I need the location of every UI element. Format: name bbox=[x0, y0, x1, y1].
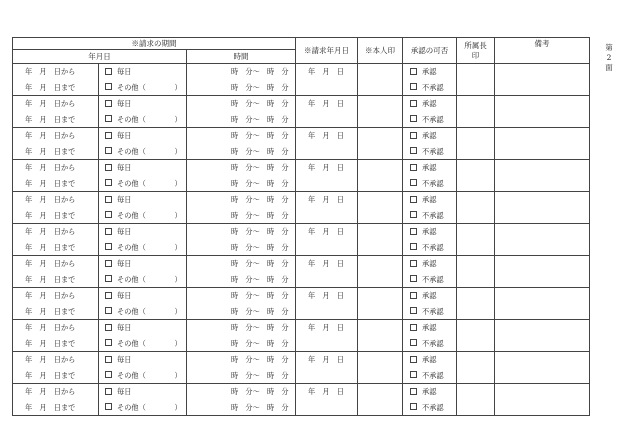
table-row bbox=[13, 128, 590, 160]
time-range-2[interactable]: 時 分～ 時 分 bbox=[231, 306, 289, 316]
other-label: その他（ ） bbox=[117, 146, 182, 156]
date-to[interactable]: 年 月 日まで bbox=[25, 242, 76, 252]
daily-checkbox[interactable] bbox=[105, 68, 112, 75]
time-range-1[interactable]: 時 分～ 時 分 bbox=[231, 355, 289, 364]
not-approved-checkbox[interactable] bbox=[410, 211, 417, 218]
chief-seal-cell[interactable] bbox=[457, 192, 495, 224]
approval-header: 承認の可否 bbox=[403, 38, 457, 64]
approved-label: 承認 bbox=[422, 323, 437, 332]
daily-checkbox[interactable] bbox=[105, 132, 112, 139]
not-approved-checkbox[interactable] bbox=[410, 307, 417, 314]
other-label: その他（ ） bbox=[117, 338, 182, 348]
time-range-1[interactable]: 時 分～ 時 分 bbox=[231, 131, 289, 140]
not-approved-checkbox[interactable] bbox=[410, 339, 417, 346]
seal-cell[interactable] bbox=[358, 192, 403, 224]
request-date-field[interactable]: 年 月 日 bbox=[308, 323, 344, 332]
not-approved-label: 不承認 bbox=[422, 242, 444, 252]
not-approved-label: 不承認 bbox=[422, 370, 444, 380]
remarks-header: 備考 bbox=[495, 38, 590, 64]
chief-seal-cell[interactable] bbox=[457, 288, 495, 320]
not-approved-checkbox[interactable] bbox=[410, 115, 417, 122]
remarks-cell[interactable] bbox=[495, 96, 590, 128]
time-range-2[interactable]: 時 分～ 時 分 bbox=[231, 274, 289, 284]
daily-checkbox[interactable] bbox=[105, 324, 112, 331]
table-row bbox=[13, 352, 590, 384]
approved-checkbox[interactable] bbox=[410, 228, 417, 235]
date-to[interactable]: 年 月 日まで bbox=[25, 402, 76, 412]
chief-seal-cell[interactable] bbox=[457, 256, 495, 288]
table-row bbox=[13, 288, 590, 320]
approved-checkbox[interactable] bbox=[410, 68, 417, 75]
other-checkbox[interactable] bbox=[105, 211, 112, 218]
remarks-cell[interactable] bbox=[495, 352, 590, 384]
daily-label: 毎日 bbox=[117, 323, 132, 332]
date-to[interactable]: 年 月 日まで bbox=[25, 338, 76, 348]
time-range-1[interactable]: 時 分～ 時 分 bbox=[231, 163, 289, 172]
time-range-2[interactable]: 時 分～ 時 分 bbox=[231, 338, 289, 348]
request-date-field[interactable]: 年 月 日 bbox=[308, 131, 344, 140]
request-date-field[interactable]: 年 月 日 bbox=[308, 163, 344, 172]
remarks-cell[interactable] bbox=[495, 64, 590, 96]
chief-seal-cell[interactable] bbox=[457, 384, 495, 416]
approved-label: 承認 bbox=[422, 131, 437, 140]
approved-checkbox[interactable] bbox=[410, 388, 417, 395]
other-checkbox[interactable] bbox=[105, 83, 112, 90]
chief-seal-cell[interactable] bbox=[457, 64, 495, 96]
other-checkbox[interactable] bbox=[105, 275, 112, 282]
remarks-cell[interactable] bbox=[495, 128, 590, 160]
request-table bbox=[12, 37, 590, 416]
other-label: その他（ ） bbox=[117, 370, 182, 380]
table-row bbox=[13, 256, 590, 288]
remarks-cell[interactable] bbox=[495, 288, 590, 320]
daily-label: 毎日 bbox=[117, 195, 132, 204]
remarks-cell[interactable] bbox=[495, 256, 590, 288]
daily-checkbox[interactable] bbox=[105, 388, 112, 395]
date-header: 年月日 bbox=[13, 50, 187, 64]
request-date-field[interactable]: 年 月 日 bbox=[308, 99, 344, 108]
other-checkbox[interactable] bbox=[105, 147, 112, 154]
not-approved-label: 不承認 bbox=[422, 82, 444, 92]
remarks-cell[interactable] bbox=[495, 224, 590, 256]
table-row bbox=[13, 64, 590, 96]
request-date-field[interactable]: 年 月 日 bbox=[308, 291, 344, 300]
daily-label: 毎日 bbox=[117, 227, 132, 236]
chief-seal-header: 所属長 印 bbox=[457, 38, 495, 64]
remarks-cell[interactable] bbox=[495, 160, 590, 192]
time-range-2[interactable]: 時 分～ 時 分 bbox=[231, 370, 289, 380]
date-to[interactable]: 年 月 日まで bbox=[25, 274, 76, 284]
table-row bbox=[13, 192, 590, 224]
not-approved-checkbox[interactable] bbox=[410, 243, 417, 250]
other-checkbox[interactable] bbox=[105, 115, 112, 122]
seal-cell[interactable] bbox=[358, 256, 403, 288]
approved-label: 承認 bbox=[422, 387, 437, 396]
approved-checkbox[interactable] bbox=[410, 196, 417, 203]
request-date-field[interactable]: 年 月 日 bbox=[308, 195, 344, 204]
table-row bbox=[13, 384, 590, 416]
time-range-2[interactable]: 時 分～ 時 分 bbox=[231, 82, 289, 92]
approved-checkbox[interactable] bbox=[410, 292, 417, 299]
approved-label: 承認 bbox=[422, 163, 437, 172]
time-range-2[interactable]: 時 分～ 時 分 bbox=[231, 242, 289, 252]
table-row bbox=[13, 320, 590, 352]
date-from[interactable]: 年 月 日から bbox=[25, 387, 76, 396]
time-range-1[interactable]: 時 分～ 時 分 bbox=[231, 195, 289, 204]
approved-label: 承認 bbox=[422, 195, 437, 204]
date-to[interactable]: 年 月 日まで bbox=[25, 82, 76, 92]
other-label: その他（ ） bbox=[117, 274, 182, 284]
request-date-field[interactable]: 年 月 日 bbox=[308, 67, 344, 76]
date-to[interactable]: 年 月 日まで bbox=[25, 210, 76, 220]
other-checkbox[interactable] bbox=[105, 243, 112, 250]
not-approved-label: 不承認 bbox=[422, 274, 444, 284]
time-range-1[interactable]: 時 分～ 時 分 bbox=[231, 67, 289, 76]
daily-label: 毎日 bbox=[117, 131, 132, 140]
not-approved-checkbox[interactable] bbox=[410, 83, 417, 90]
other-label: その他（ ） bbox=[117, 242, 182, 252]
seal-cell[interactable] bbox=[358, 128, 403, 160]
date-to[interactable]: 年 月 日まで bbox=[25, 114, 76, 124]
time-range-1[interactable]: 時 分～ 時 分 bbox=[231, 227, 289, 236]
chief-seal-cell[interactable] bbox=[457, 224, 495, 256]
approved-label: 承認 bbox=[422, 291, 437, 300]
not-approved-label: 不承認 bbox=[422, 338, 444, 348]
approved-label: 承認 bbox=[422, 227, 437, 236]
not-approved-label: 不承認 bbox=[422, 178, 444, 188]
not-approved-checkbox[interactable] bbox=[410, 403, 417, 410]
table-row bbox=[13, 160, 590, 192]
date-from[interactable]: 年 月 日から bbox=[25, 131, 76, 140]
daily-checkbox[interactable] bbox=[105, 356, 112, 363]
not-approved-label: 不承認 bbox=[422, 146, 444, 156]
daily-checkbox[interactable] bbox=[105, 100, 112, 107]
approved-checkbox[interactable] bbox=[410, 164, 417, 171]
other-label: その他（ ） bbox=[117, 210, 182, 220]
remarks-cell[interactable] bbox=[495, 320, 590, 352]
time-range-1[interactable]: 時 分～ 時 分 bbox=[231, 291, 289, 300]
table-row bbox=[13, 96, 590, 128]
chief-seal-cell[interactable] bbox=[457, 320, 495, 352]
not-approved-checkbox[interactable] bbox=[410, 179, 417, 186]
seal-cell[interactable] bbox=[358, 224, 403, 256]
daily-checkbox[interactable] bbox=[105, 292, 112, 299]
time-range-1[interactable]: 時 分～ 時 分 bbox=[231, 99, 289, 108]
other-label: その他（ ） bbox=[117, 82, 182, 92]
daily-checkbox[interactable] bbox=[105, 196, 112, 203]
daily-checkbox[interactable] bbox=[105, 260, 112, 267]
seal-cell[interactable] bbox=[358, 160, 403, 192]
other-label: その他（ ） bbox=[117, 178, 182, 188]
chief-seal-cell[interactable] bbox=[457, 160, 495, 192]
page-side-label: 第 2 面 bbox=[605, 43, 613, 72]
other-checkbox[interactable] bbox=[105, 179, 112, 186]
other-label: その他（ ） bbox=[117, 306, 182, 316]
other-checkbox[interactable] bbox=[105, 403, 112, 410]
other-checkbox[interactable] bbox=[105, 307, 112, 314]
remarks-cell[interactable] bbox=[495, 384, 590, 416]
daily-label: 毎日 bbox=[117, 387, 132, 396]
time-range-1[interactable]: 時 分～ 時 分 bbox=[231, 387, 289, 396]
date-from[interactable]: 年 月 日から bbox=[25, 259, 76, 268]
daily-checkbox[interactable] bbox=[105, 228, 112, 235]
time-range-2[interactable]: 時 分～ 時 分 bbox=[231, 114, 289, 124]
date-from[interactable]: 年 月 日から bbox=[25, 67, 76, 76]
not-approved-label: 不承認 bbox=[422, 210, 444, 220]
daily-checkbox[interactable] bbox=[105, 164, 112, 171]
period-header: ※請求の期間 bbox=[13, 38, 296, 50]
request-date-header: ※請求年月日 bbox=[296, 38, 358, 64]
date-from[interactable]: 年 月 日から bbox=[25, 163, 76, 172]
date-from[interactable]: 年 月 日から bbox=[25, 291, 76, 300]
not-approved-checkbox[interactable] bbox=[410, 147, 417, 154]
not-approved-label: 不承認 bbox=[422, 114, 444, 124]
approved-label: 承認 bbox=[422, 67, 437, 76]
date-from[interactable]: 年 月 日から bbox=[25, 355, 76, 364]
table-row bbox=[13, 224, 590, 256]
date-from[interactable]: 年 月 日から bbox=[25, 227, 76, 236]
approved-checkbox[interactable] bbox=[410, 132, 417, 139]
approved-checkbox[interactable] bbox=[410, 100, 417, 107]
request-date-field[interactable]: 年 月 日 bbox=[308, 227, 344, 236]
date-to[interactable]: 年 月 日まで bbox=[25, 370, 76, 380]
approved-label: 承認 bbox=[422, 259, 437, 268]
seal-cell[interactable] bbox=[358, 352, 403, 384]
other-checkbox[interactable] bbox=[105, 339, 112, 346]
other-checkbox[interactable] bbox=[105, 371, 112, 378]
time-range-2[interactable]: 時 分～ 時 分 bbox=[231, 402, 289, 412]
daily-label: 毎日 bbox=[117, 99, 132, 108]
date-from[interactable]: 年 月 日から bbox=[25, 99, 76, 108]
daily-label: 毎日 bbox=[117, 163, 132, 172]
remarks-cell[interactable] bbox=[495, 192, 590, 224]
not-approved-label: 不承認 bbox=[422, 402, 444, 412]
request-date-field[interactable]: 年 月 日 bbox=[308, 259, 344, 268]
approved-label: 承認 bbox=[422, 355, 437, 364]
seal-cell[interactable] bbox=[358, 96, 403, 128]
chief-seal-cell[interactable] bbox=[457, 352, 495, 384]
daily-label: 毎日 bbox=[117, 67, 132, 76]
date-to[interactable]: 年 月 日まで bbox=[25, 178, 76, 188]
request-date-field[interactable]: 年 月 日 bbox=[308, 355, 344, 364]
approved-checkbox[interactable] bbox=[410, 260, 417, 267]
time-range-2[interactable]: 時 分～ 時 分 bbox=[231, 178, 289, 188]
not-approved-label: 不承認 bbox=[422, 306, 444, 316]
chief-seal-cell[interactable] bbox=[457, 96, 495, 128]
not-approved-checkbox[interactable] bbox=[410, 371, 417, 378]
time-range-2[interactable]: 時 分～ 時 分 bbox=[231, 210, 289, 220]
seal-cell[interactable] bbox=[358, 320, 403, 352]
approved-checkbox[interactable] bbox=[410, 356, 417, 363]
date-to[interactable]: 年 月 日まで bbox=[25, 306, 76, 316]
seal-cell[interactable] bbox=[358, 64, 403, 96]
daily-label: 毎日 bbox=[117, 259, 132, 268]
date-from[interactable]: 年 月 日から bbox=[25, 195, 76, 204]
daily-label: 毎日 bbox=[117, 355, 132, 364]
date-from[interactable]: 年 月 日から bbox=[25, 323, 76, 332]
time-range-1[interactable]: 時 分～ 時 分 bbox=[231, 259, 289, 268]
request-date-field[interactable]: 年 月 日 bbox=[308, 387, 344, 396]
time-range-1[interactable]: 時 分～ 時 分 bbox=[231, 323, 289, 332]
time-range-2[interactable]: 時 分～ 時 分 bbox=[231, 146, 289, 156]
approved-label: 承認 bbox=[422, 99, 437, 108]
time-header: 時間 bbox=[187, 50, 296, 64]
seal-cell[interactable] bbox=[358, 384, 403, 416]
date-to[interactable]: 年 月 日まで bbox=[25, 146, 76, 156]
daily-label: 毎日 bbox=[117, 291, 132, 300]
approved-checkbox[interactable] bbox=[410, 324, 417, 331]
other-label: その他（ ） bbox=[117, 114, 182, 124]
not-approved-checkbox[interactable] bbox=[410, 275, 417, 282]
other-label: その他（ ） bbox=[117, 402, 182, 412]
chief-seal-cell[interactable] bbox=[457, 128, 495, 160]
seal-header: ※本人印 bbox=[358, 38, 403, 64]
seal-cell[interactable] bbox=[358, 288, 403, 320]
